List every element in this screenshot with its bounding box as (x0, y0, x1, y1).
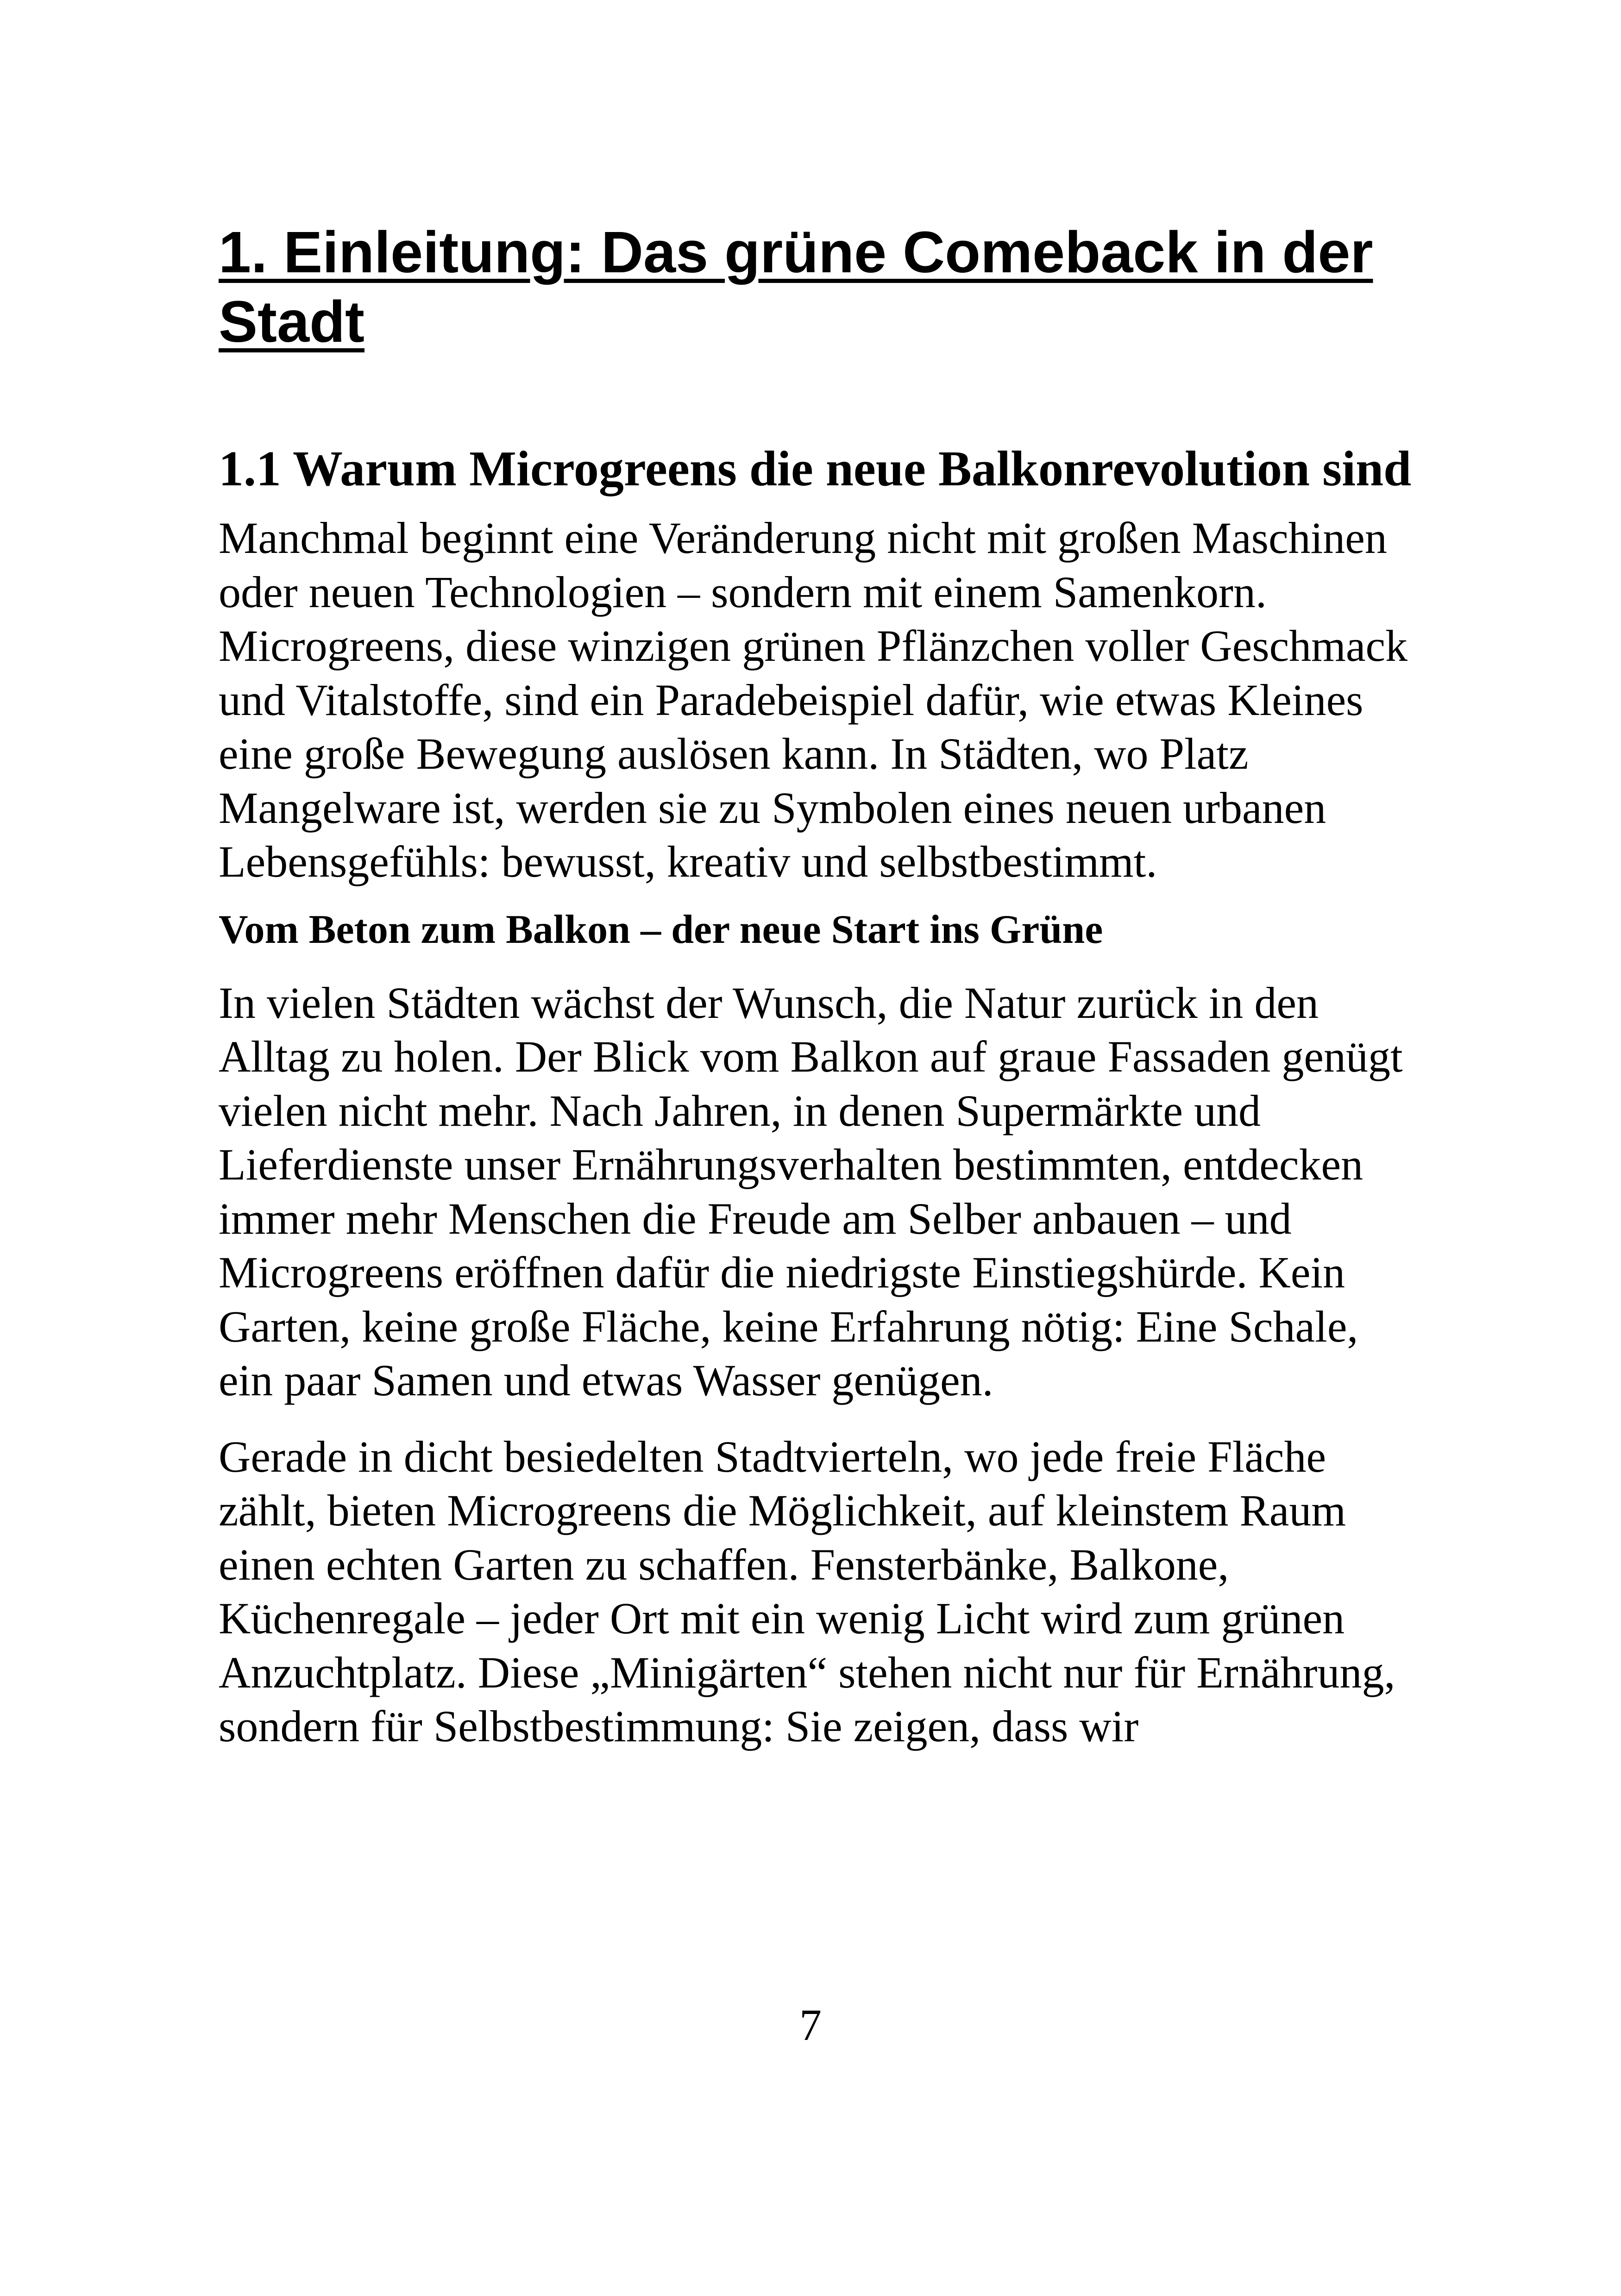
paragraph-intro: Manchmal beginnt eine Veränderung nicht mit großen Maschinen oder neuen Technologien – sondern mit einem Samenkorn. Microgreens, diese winzigen grünen Pflänzchen voller Geschmack und Vitalstoffe, sind ein Paradebeispiel dafür, wie etwas Kleines eine große Bewegung auslösen kann. In Städten, wo Platz Mangelware ist, werden sie zu Symbolen eines neuen urbanen Lebensgefühls: bewusst, kreativ und selbstbestimmt. (219, 513, 1408, 886)
paragraph-dense-districts: Gerade in dicht besiedelten Stadtvierteln, wo jede freie Fläche zählt, bieten Microgreens die Möglichkeit, auf kleinstem Raum einen echten Garten zu schaffen. Fensterbänke, Balkone, Küchenregale – jeder Ort mit ein wenig Licht wird zum grünen Anzuchtplatz. Diese „Minigärten“ stehen nicht nur für Ernährung, sondern für Selbstbestimmung: Sie zeigen, dass wir (219, 1431, 1395, 1751)
chapter-title: 1. Einleitung: Das grüne Comeback in der Stadt (219, 220, 1373, 354)
paragraph-city-wish: In vielen Städten wächst der Wunsch, die Natur zurück in den Alltag zu holen. Der Blick vom Balkon auf graue Fassaden genügt vielen nicht mehr. Nach Jahren, in denen Supermärkte und Lieferdienste unser Ernährungsverhalten bestimmten, entdecken immer mehr Menschen die Freude am Selber anbauen – und Microgreens eröffnen dafür die niedrigste Einstiegshürde. Kein Garten, keine große Fläche, keine Erfahrung nötig: Eine Schale, ein paar Samen und etwas Wasser genügen. (219, 978, 1403, 1405)
page-number: 7 (799, 2000, 822, 2050)
subheading: Vom Beton zum Balkon – der neue Start ins Grüne (219, 907, 1103, 952)
page-content (219, 218, 1414, 1754)
section-title: 1.1 Warum Microgreens die neue Balkonrevolution sind (219, 441, 1412, 496)
